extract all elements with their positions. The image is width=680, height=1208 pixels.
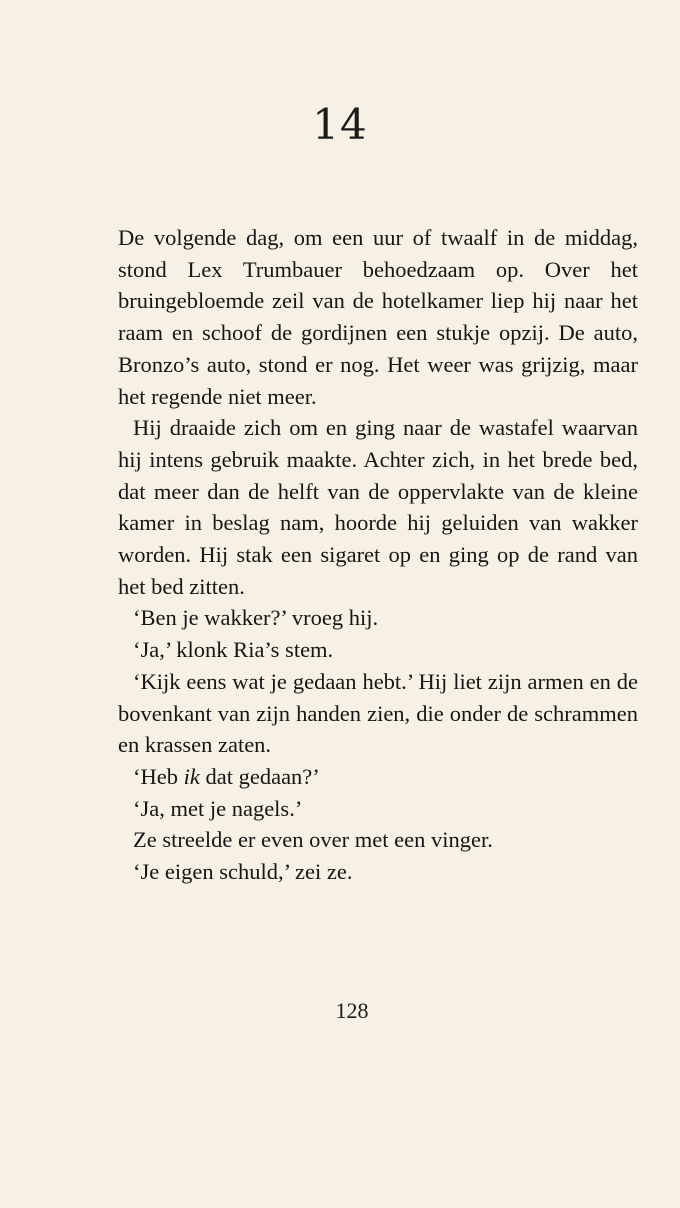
page-number: 128 (335, 998, 369, 1023)
paragraph-2: Hij draaide zich om en ging naar de wastafel waarvan hij intens gebruik maakte. Achter zich, in het brede bed, dat meer dan de helft van de oppervlakte van de kleine kamer in beslag nam, hoorde hij geluiden van wakker worden. Hij stak een sigaret op en ging op de rand van het bed zitten. (118, 415, 638, 599)
paragraph-7: ‘Ja, met je nagels.’ (133, 795, 303, 821)
paragraph-3: ‘Ben je wakker?’ vroeg hij. (133, 605, 379, 631)
dialogue-after: dat gedaan?’ (199, 763, 320, 789)
paragraph-8: Ze streelde er even over met een vinger. (133, 827, 493, 853)
paragraph-6 (118, 761, 638, 793)
dialogue-emphasis: ik (183, 763, 200, 789)
body-text (118, 222, 638, 888)
paragraph-9: ‘Je eigen schuld,’ zei ze. (133, 859, 353, 885)
dialogue-before: ‘Heb (133, 763, 184, 789)
chapter-number: 14 (312, 100, 368, 149)
paragraph-1: De volgende dag, om een uur of twaalf in de middag, stond Lex Trumbauer behoedzaam op. Over het bruingebloemde zeil van de hotelkamer liep hij naar het raam en schoof de gordijnen een stukje opzij. De auto, Bronzo’s auto, stond er nog. Het weer was grijzig, maar het regende niet meer. (118, 225, 638, 409)
paragraph-4: ‘Ja,’ klonk Ria’s stem. (133, 637, 334, 663)
paragraph-5: ‘Kijk eens wat je gedaan hebt.’ Hij liet zijn armen en de bovenkant van zijn handen zien, die onder de schrammen en krassen zaten. (118, 668, 638, 758)
